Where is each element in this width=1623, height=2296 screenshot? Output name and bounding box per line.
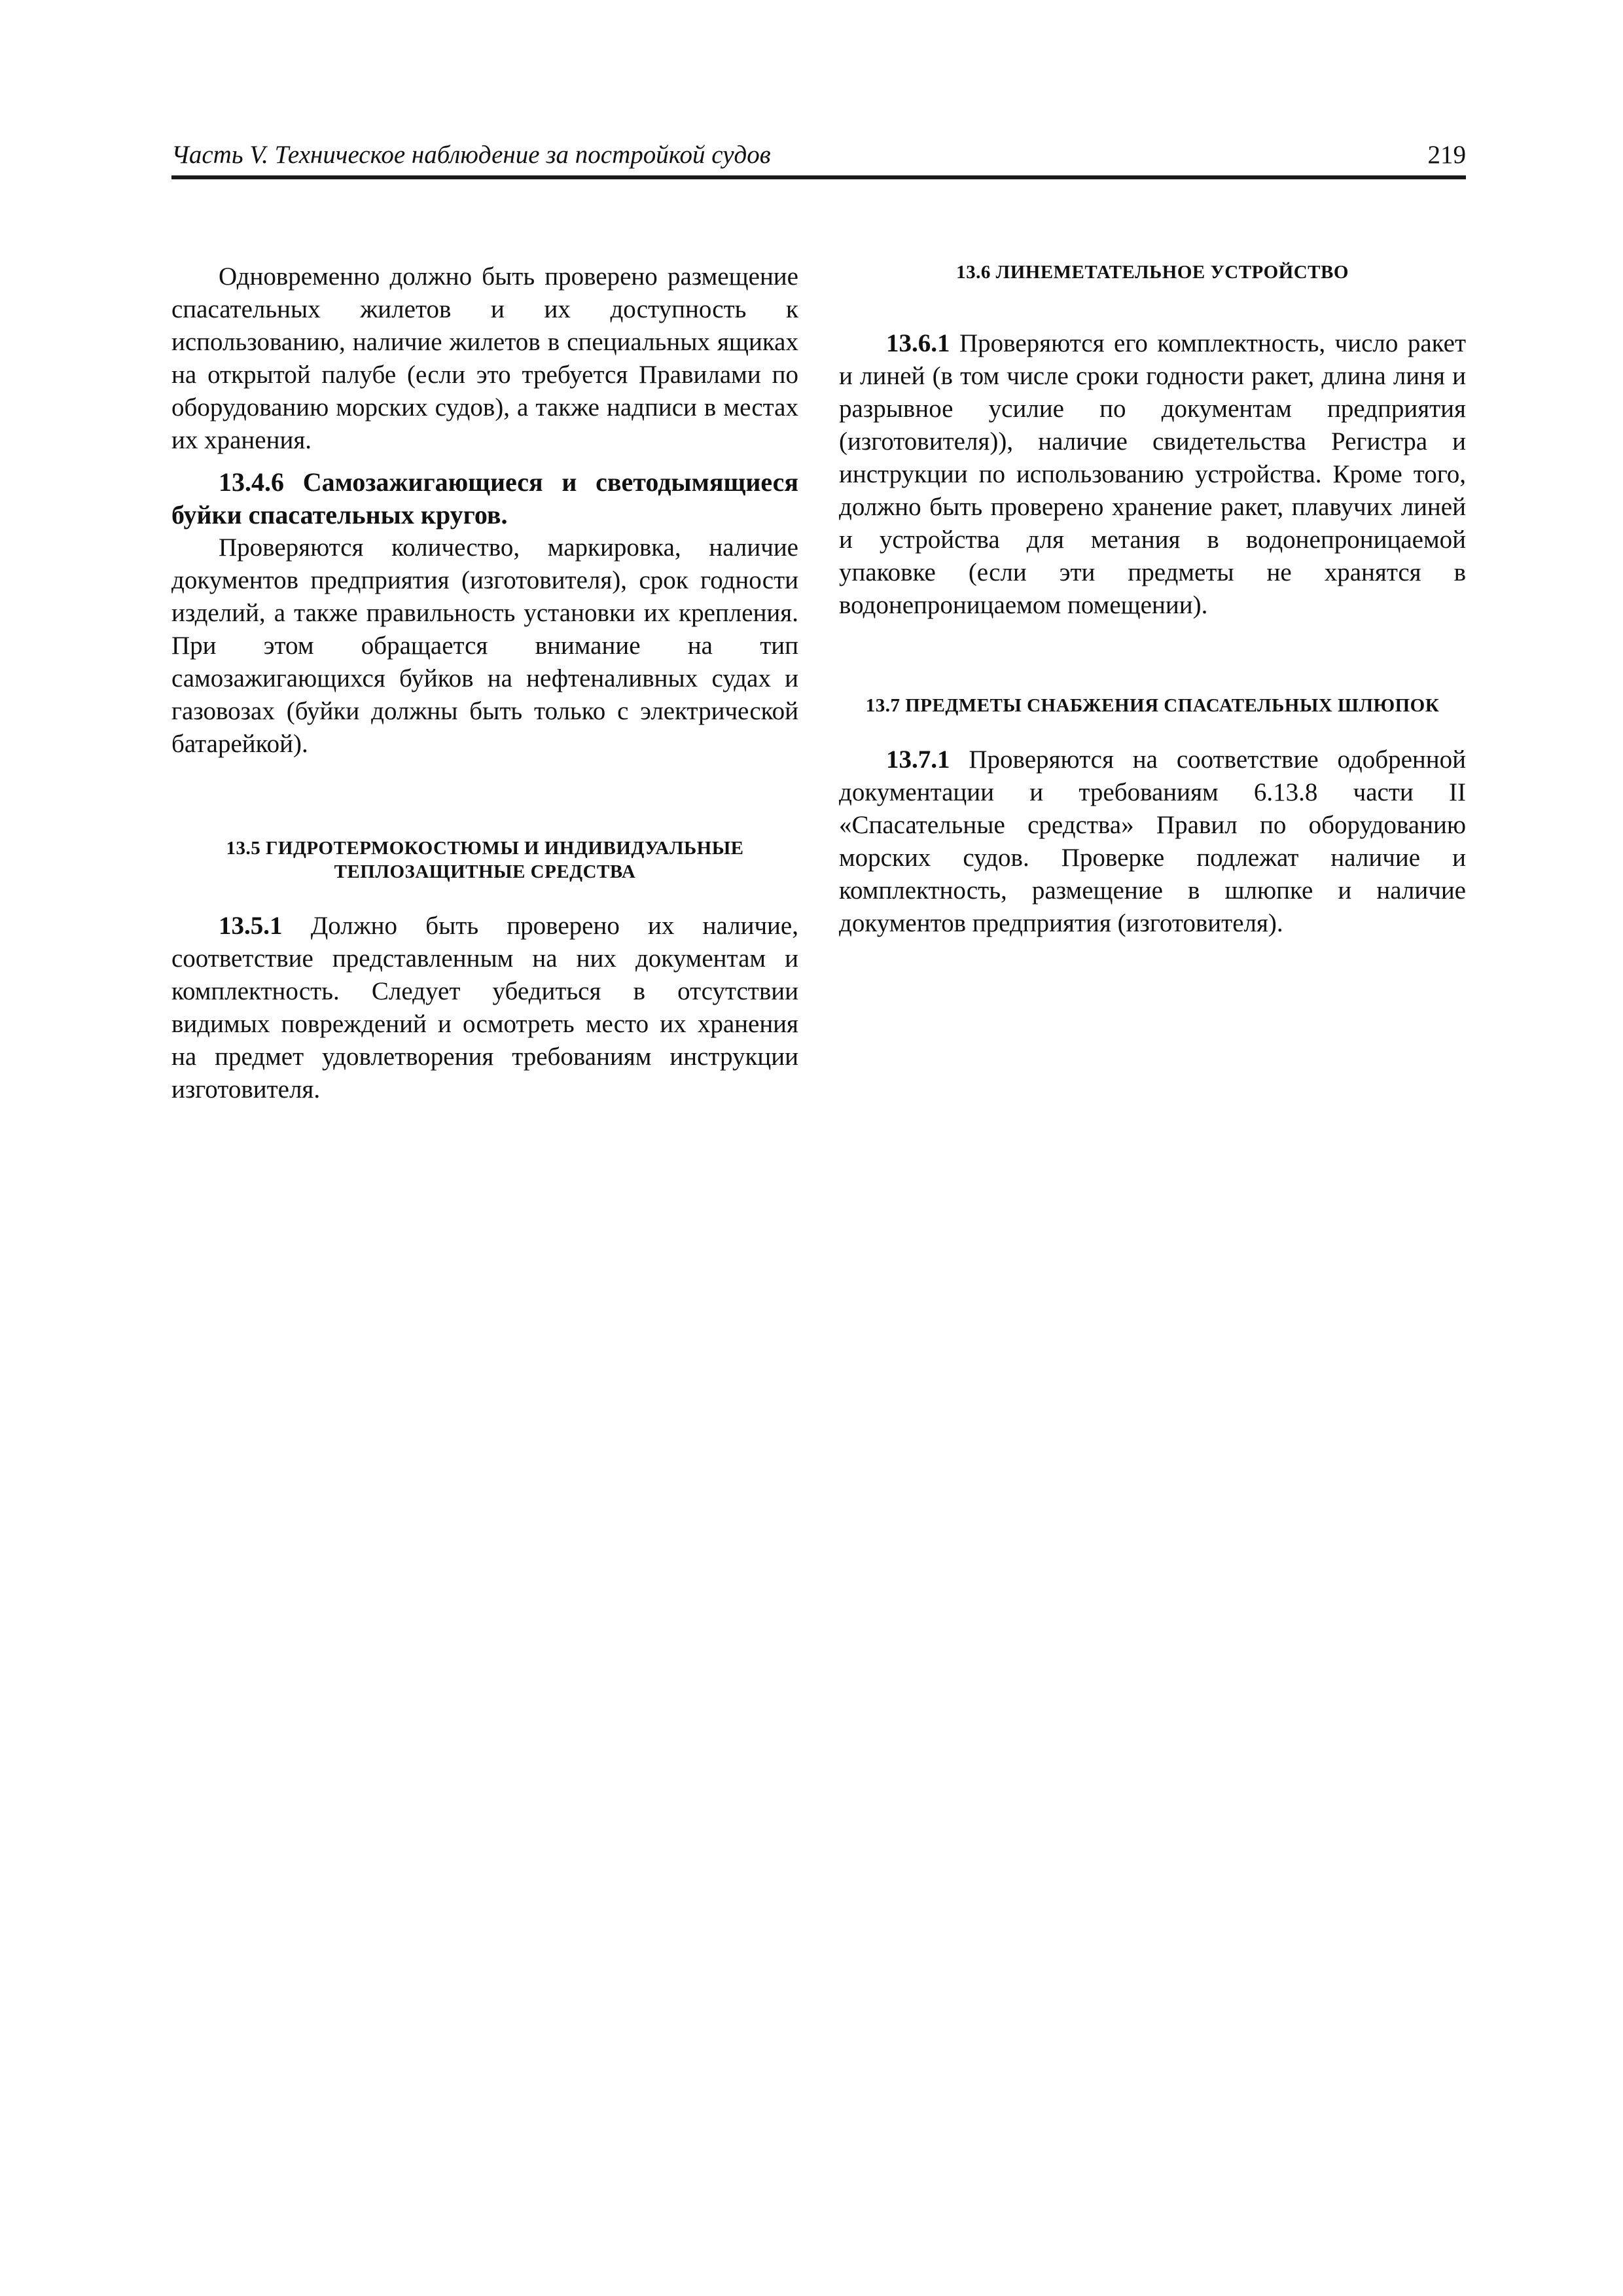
running-head: [171, 140, 1466, 181]
item-13-4-6-text: Проверяются количество, маркировка, наличие документов предприятия (изготовителя), срок годности изделий, а также правильность установки их крепления. При этом обращается внимание на тип самозажигающихся буйков на нефтеналивных судах и газовозах (буйки должны быть только с электрической батарейкой).: [171, 533, 798, 758]
section-13-6-heading: 13.6 ЛИНЕМЕТАТЕЛЬНОЕ УСТРОЙСТВО: [956, 262, 1349, 283]
item-13-7-1-text: Проверяются на соответствие одобренной документации и требованиям 6.13.8 части II «Спасательные средства» Правил по оборудованию морских судов. Проверке подлежат наличие и комплектность, размещение в шлюпке и наличие документов предприятия (изготовителя).: [839, 745, 1466, 937]
paragraph-lifejackets: Одновременно должно быть проверено размещение спасательных жилетов и их доступность к использованию, наличие жилетов в специальных ящиках на открытой палубе (если это требуется Правилами по оборудованию морских судов), а также надписи в местах их хранения.: [171, 262, 798, 454]
item-13-5-1-number: 13.5.1: [219, 912, 283, 940]
left-column: [171, 260, 798, 1106]
item-13-6-1-number: 13.6.1: [886, 329, 950, 357]
page-number: 219: [1427, 141, 1466, 169]
item-13-6-1-paragraph: [839, 327, 1466, 622]
running-head-title: Часть V. Техническое наблюдение за постройкой судов: [171, 141, 771, 169]
item-13-5-1-text: Должно быть проверено их наличие, соответствие представленным на них документам и комплектность. Следует убедиться в отсутствии видимых повреждений и осмотреть место их хранения на предмет удовлетворения требованиям инструкции изготовителя.: [171, 912, 798, 1103]
item-13-4-6-title: 13.4.6 Самозажигающиеся и светодымящиеся буйки спасательных кругов.: [171, 467, 798, 529]
section-13-5-heading: 13.5 ГИДРОТЕРМОКОСТЮМЫ И ИНДИВИДУАЛЬНЫЕ ТЕПЛОЗАЩИТНЫЕ СРЕДСТВА: [226, 838, 744, 882]
right-column: [839, 260, 1466, 940]
section-13-7-heading: 13.7 ПРЕДМЕТЫ СНАБЖЕНИЯ СПАСАТЕЛЬНЫХ ШЛЮПОК: [865, 695, 1440, 716]
item-13-5-1-paragraph: [171, 910, 798, 1106]
item-13-7-1-number: 13.7.1: [886, 745, 950, 774]
item-13-6-1-text: Проверяются его комплектность, число ракет и линей (в том числе сроки годности ракет, длина линя и разрывное усилие по документам предприятия (изготовителя)), наличие свидетельства Регистра и инструкции по использованию устройства. Кроме того, должно быть проверено хранение ракет, плавучих линей и устройства для метания в водонепроницаемой упаковке (если эти предметы не хранятся в водонепроницаемом помещении).: [839, 329, 1467, 619]
header-rule: [171, 175, 1466, 179]
item-13-7-1-paragraph: [839, 744, 1466, 940]
